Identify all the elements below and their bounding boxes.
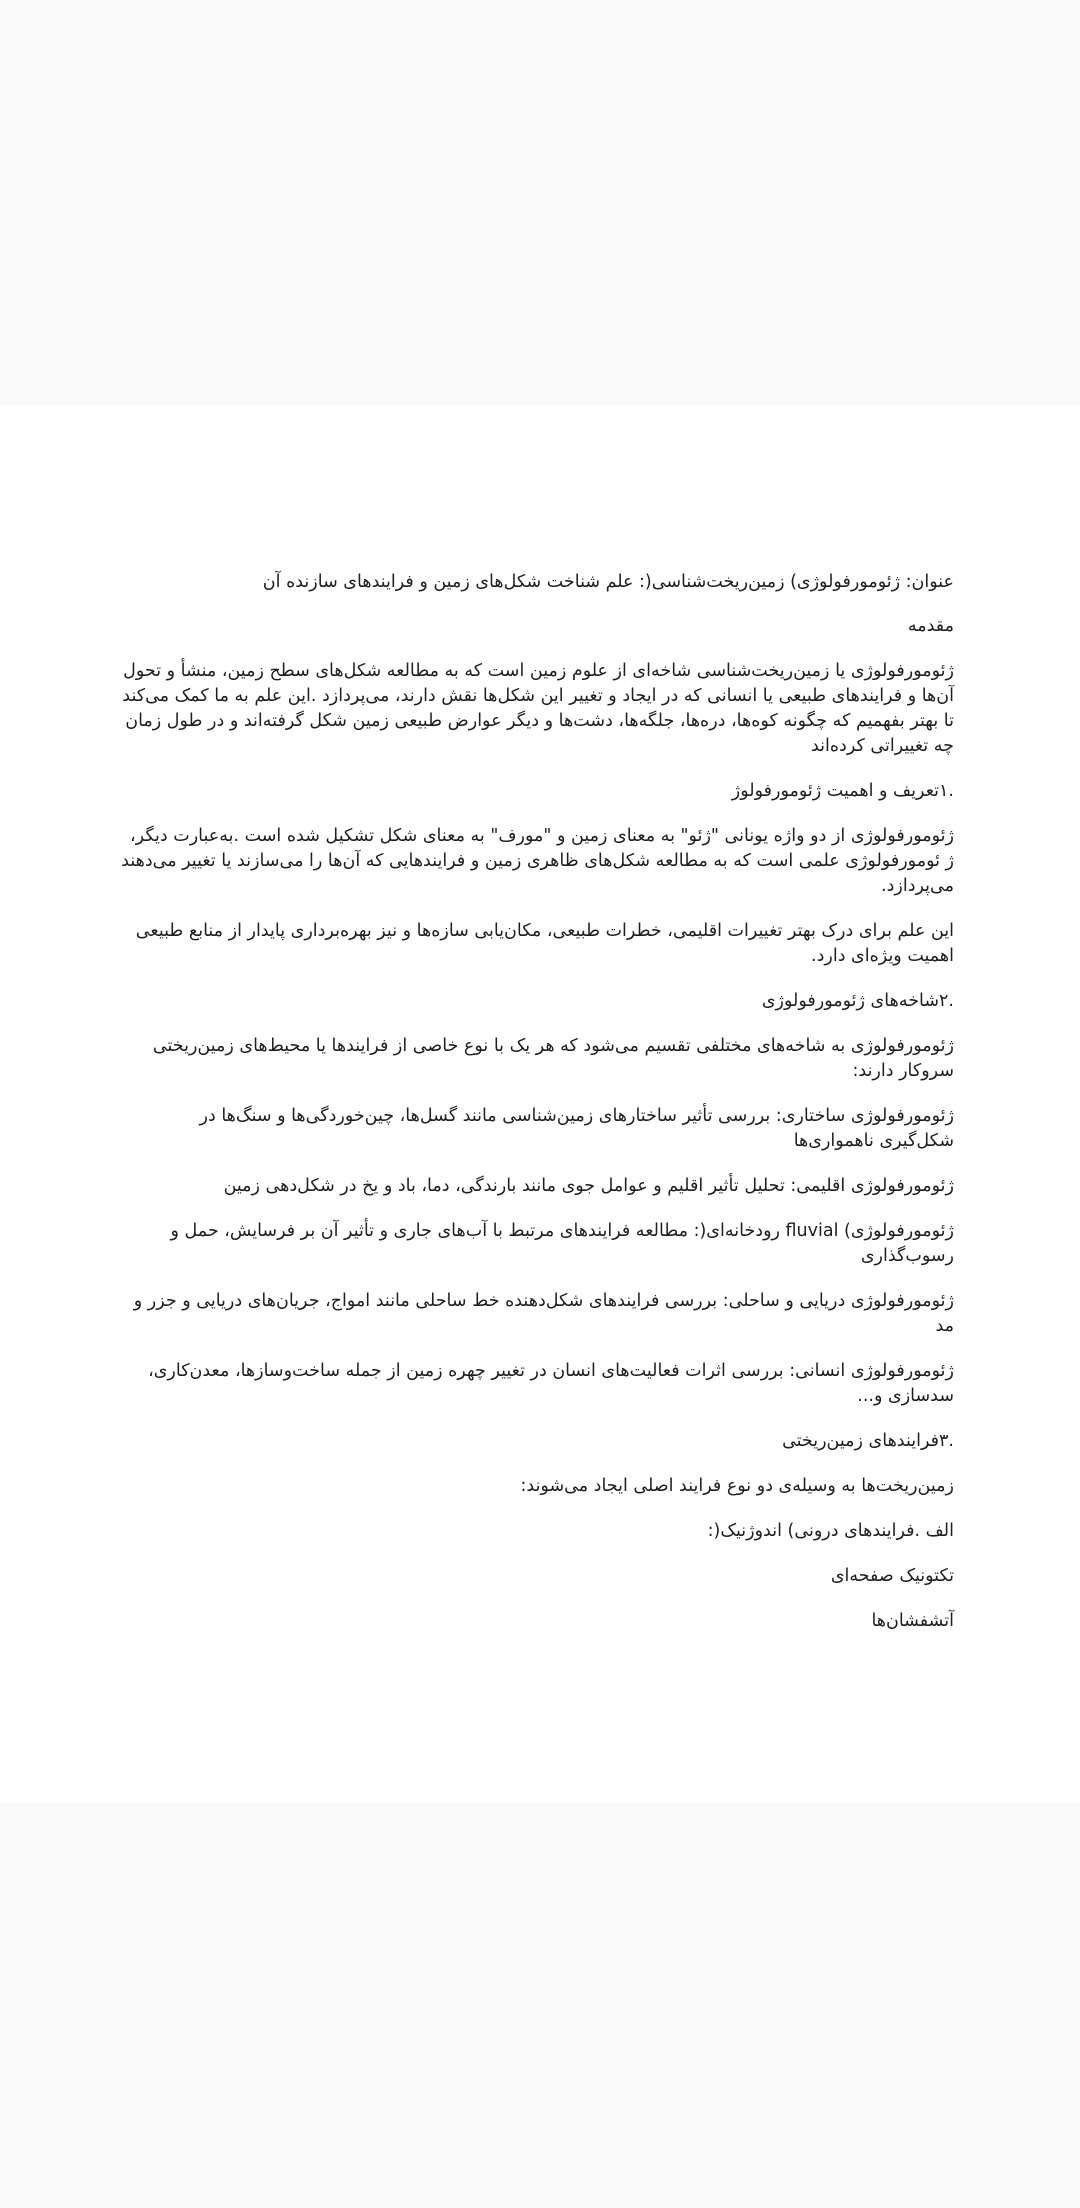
list-item: ژئومورفولوژی دریایی و ساحلی: بررسی فرایندهای شکل‌دهنده خط ساحلی مانند امواج، جریان‌های دریایی و جزر و مد xyxy=(133,1291,954,1336)
list-item: ژئومورفولوژی انسانی: بررسی اثرات فعالیت‌های انسان در تغییر چهره زمین از جمله ساخت‌وسازها، معدن‌کاری، سدسازی و... xyxy=(148,1361,954,1406)
heading-introduction: مقدمه xyxy=(907,616,954,636)
list-item: آتشفشان‌ها xyxy=(871,1611,954,1631)
paragraph: این علم برای درک بهتر تغییرات اقلیمی، خطرات طبیعی، مکان‌یابی سازه‌ها و نیز بهره‌برداری پایدار از منابع طبیعی اهمیت ویژه‌ای دارد. xyxy=(135,921,954,966)
section-heading: .۱تعریف و اهمیت ژئومورفولوژ xyxy=(731,781,954,801)
list-item: ژئومورفولوژی ساختاری: بررسی تأثیر ساختارهای زمین‌شناسی مانند گسل‌ها، چین‌خوردگی‌ها و سنگ‌ها در شکل‌گیری ناهمواری‌ها xyxy=(199,1106,954,1151)
paragraph: ژئومورفولوژی به شاخه‌های مختلفی تقسیم می‌شود که هر یک با نوع خاصی از فرایندها یا محیط‌های زمین‌ریختی سروکار دارند: xyxy=(152,1036,954,1081)
section-heading: .۲شاخه‌های ژئومورفولوژی xyxy=(761,991,954,1011)
section-heading: .۳فرایندهای زمین‌ریختی xyxy=(782,1431,954,1451)
document-body xyxy=(120,570,954,1654)
list-item: تکتونیک صفحه‌ای xyxy=(830,1566,954,1586)
paragraph: زمین‌ریخت‌ها به وسیله‌ی دو نوع فرایند اصلی ایجاد می‌شوند: xyxy=(520,1476,954,1496)
document-page xyxy=(0,405,1080,1803)
list-item: ژئومورفولوژی) fluvial رودخانه‌ای(: مطالعه فرایندهای مرتبط با آب‌های جاری و تأثیر آن بر فرسایش، حمل و رسوب‌گذاری xyxy=(170,1221,954,1266)
paragraph: ژئومورفولوژی از دو واژه یونانی "ژئو" به معنای زمین و "مورف" به معنای شکل تشکیل شده است .به‌عبارت دیگر، ژ ئومورفولوژی علمی است که به مطالعه شکل‌های ظاهری زمین و فرایندهایی که آن‌ها را می‌سازند یا تغییر می‌دهند می‌پردازد. xyxy=(121,826,954,896)
paragraph: ژئومورفولوژی یا زمین‌ریخت‌شناسی شاخه‌ای از علوم زمین است که به مطالعه شکل‌های سطح زمین، منشأ و تحول آن‌ها و فرایندهای طبیعی یا انسانی که در ایجاد و تغییر این شکل‌ها نقش دارند، می‌پردازد .این علم به ما کمک می‌کند تا بهتر بفهمیم که چگونه کوه‌ها، دره‌ها، جلگه‌ها، دشت‌ها و دیگر عوارض طبیعی زمین شکل گرفته‌اند و در طول زمان چه تغییراتی کرده‌اند xyxy=(122,661,954,756)
sub-heading: الف .فرایندهای درونی) اندوژنیک(: xyxy=(707,1521,954,1541)
document-title: عنوان: ژئومورفولوژی) زمین‌ریخت‌شناسی(: علم شناخت شکل‌های زمین و فرایندهای سازنده آن xyxy=(262,572,954,592)
list-item: ژئومورفولوژی اقلیمی: تحلیل تأثیر اقلیم و عوامل جوی مانند بارندگی، دما، باد و یخ در شکل‌دهی زمین xyxy=(223,1176,954,1196)
